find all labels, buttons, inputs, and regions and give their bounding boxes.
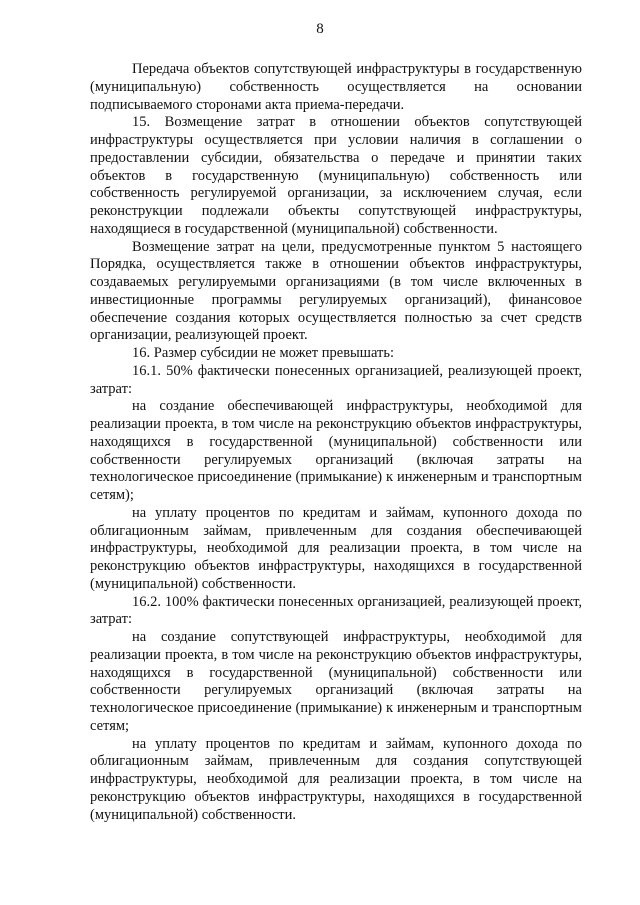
paragraph-16-1: 16.1. 50% фактически понесенных организацией, реализующей проект, затрат: (90, 362, 582, 397)
paragraph-16-2: 16.2. 100% фактически понесенных организацией, реализующей проект, затрат: (90, 593, 582, 628)
paragraph-16-1-creation: на создание обеспечивающей инфраструктуры, необходимой для реализации проекта, в том числе на реконструкцию объектов инфраструктуры, находящихся в государственной (муниципальной) собственности или собственности регулируемых организаций (включая затраты на технологическое присоединение (примыкание) к инженерным и транспортным сетям); (90, 398, 582, 503)
paragraph-15: 15. Возмещение затрат в отношении объектов сопутствующей инфраструктуры осуществляется при условии наличия в соглашении о предоставлении субсидии, обязательства о передаче и принятии таких объектов в государственную (муниципальную) собственность или собственность регулируемой организации, за исключением случая, если реконструкции подлежали объекты сопутствующей инфраструктуры, находящиеся в государственной (муниципальной) собственности. (90, 114, 582, 237)
paragraph-transfer: Передача объектов сопутствующей инфраструктуры в государственную (муниципальную) собственность осуществляется на основании подписываемого сторонами акта приема-передачи. (90, 61, 582, 113)
paragraph-16-1-interest: на уплату процентов по кредитам и займам, купонного дохода по облигационным займам, привлеченным для создания обеспечивающей инфраструктуры, необходимой для реализации проекта, в том числе на реконструкцию объектов инфраструктуры, находящихся в государственной (муниципальной) собственности. (90, 504, 582, 592)
document-body (90, 61, 582, 824)
paragraph-reimbursement: Возмещение затрат на цели, предусмотренные пунктом 5 настоящего Порядка, осуществляется также в отношении объектов инфраструктуры, создаваемых регулируемыми организациями (в том числе включенных в инвестиционные программы регулируемых организаций), финансовое обеспечение создания которых осуществляется полностью за счет средств организации, реализующей проект. (90, 238, 582, 344)
paragraph-16: 16. Размер субсидии не может превышать: (132, 345, 395, 361)
paragraph-16-2-interest: на уплату процентов по кредитам и займам, купонного дохода по облигационным займам, привлеченным для создания сопутствующей инфраструктуры, необходимой для реализации проекта, в том числе на реконструкцию объектов инфраструктуры, находящихся в государственной (муниципальной) собственности. (90, 735, 582, 823)
paragraph-16-2-creation: на создание сопутствующей инфраструктуры, необходимой для реализации проекта, в том числе на реконструкцию объектов инфраструктуры, находящихся в государственной (муниципальной) собственности или собственности регулируемых организаций (включая затраты на технологическое присоединение (примыкание) к инженерным и транспортным сетям; (90, 629, 582, 734)
page-number: 8 (316, 21, 324, 37)
